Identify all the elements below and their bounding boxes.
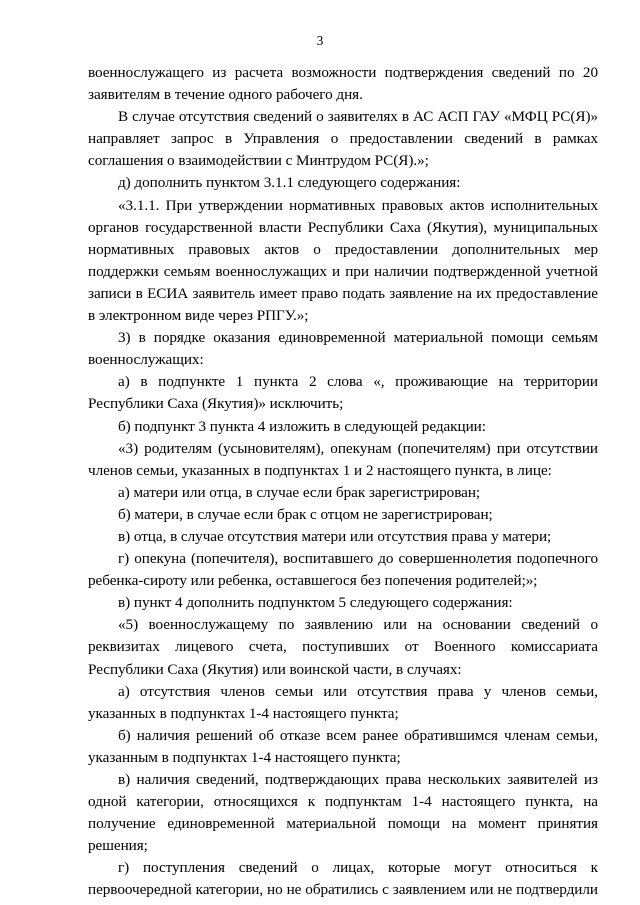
paragraph-parents: «3) родителям (усыновителям), опекунам (попечителям) при отсутствии членов семьи, указанных в подпунктах 1 и 2 настоящего пункта, в лице:	[88, 439, 598, 479]
list-item-case-v: в) наличия сведений, подтверждающих права нескольких заявителей из одной категории, относящихся к подпунктам 1-4 настоящего пункта, на получение единовременной материальной помощи на момент принятия решения;	[88, 771, 598, 855]
list-item-case-b: б) наличия решений об отказе всем ранее обратившимся членам семьи, указанным в подпунктах 1-4 настоящего пункта;	[88, 726, 598, 766]
paragraph-subitem-a: а) в подпункте 1 пункта 2 слова «, проживающие на территории Республики Саха (Якутия)» исключить;	[88, 373, 598, 413]
paragraph-serviceman: «5) военнослужащему по заявлению или на основании сведений о реквизитах лицевого счета, поступивших от Военного комиссариата Республики Саха (Якутия) или воинской части, в случаях:	[88, 616, 598, 678]
list-item-case-a: а) отсутствия членов семьи или отсутствия права у членов семьи, указанных в подпунктах 1-4 настоящего пункта;	[88, 682, 598, 722]
page-number: 3	[316, 33, 324, 48]
list-item-mother-or-father: а) матери или отца, в случае если брак зарегистрирован;	[118, 483, 481, 501]
paragraph-continuation: военнослужащего из расчета возможности подтверждения сведений по 20 заявителям в течение одного рабочего дня.	[88, 64, 598, 104]
document-body	[88, 62, 598, 902]
paragraph-point-3: 3) в порядке оказания единовременной материальной помощи семьям военнослужащих:	[88, 329, 598, 369]
paragraph-subitem-b: б) подпункт 3 пункта 4 изложить в следующей редакции:	[118, 417, 486, 435]
list-item-guardian: г) опекуна (попечителя), воспитавшего до совершеннолетия подопечного ребенка-сироту или ребенка, оставшегося без попечения родителей;»;	[88, 550, 598, 590]
paragraph-3-1-1: «3.1.1. При утверждении нормативных правовых актов исполнительных органов государственной власти Республики Саха (Якутия), муниципальных нормативных правовых актов о предоставлении дополнительных мер поддержки семьям военнослужащих и при наличии подтвержденной учетной записи в ЕСИА заявитель имеет право подать заявление на их предоставление в электронном виде через РПГУ.»;	[88, 196, 598, 325]
paragraph-request-note: В случае отсутствия сведений о заявителях в АС АСП ГАУ «МФЦ РС(Я)» направляет запрос в Управления о предоставлении сведений в рамках соглашения о взаимодействии с Минтрудом РС(Я).»;	[88, 108, 598, 170]
list-item-case-g: г) поступления сведений о лицах, которые могут относиться к первоочередной категории, но не обратились с заявлением или не подтвердили	[88, 859, 598, 899]
paragraph-item-d: д) дополнить пунктом 3.1.1 следующего содержания:	[118, 174, 461, 192]
paragraph-subitem-v: в) пункт 4 дополнить подпунктом 5 следующего содержания:	[118, 594, 513, 612]
list-item-father: в) отца, в случае отсутствия матери или отсутствия права у матери;	[118, 527, 552, 545]
list-item-mother: б) матери, в случае если брак с отцом не зарегистрирован;	[118, 505, 493, 523]
